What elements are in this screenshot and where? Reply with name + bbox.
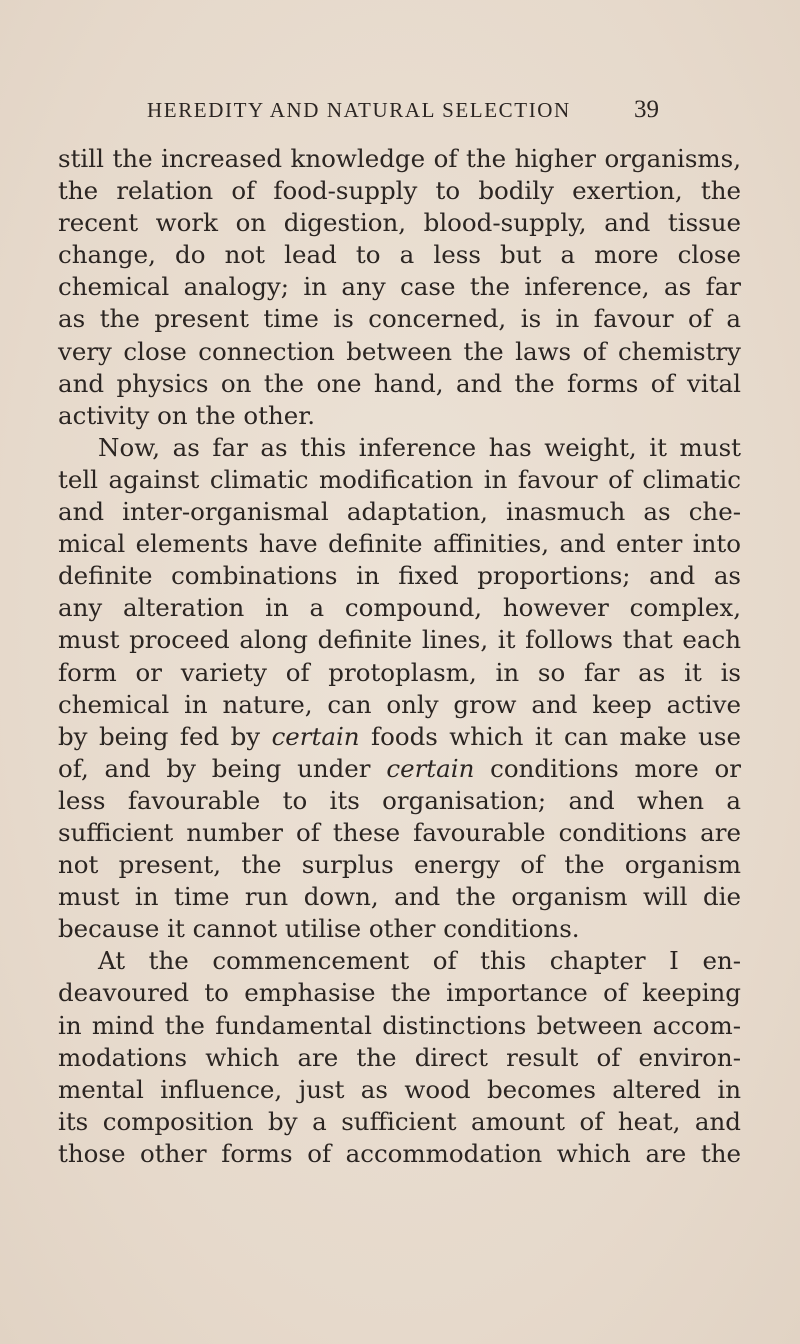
text-line: in mind the fundamental distinctions between accom-: [58, 1010, 741, 1040]
text-line: any alteration in a compound, however complex,: [58, 593, 741, 623]
text-line: very close connection between the laws of chemistry: [58, 336, 741, 366]
paragraph-start-line: At the commencement of this chapter I en-: [98, 946, 741, 976]
text-line: still the increased knowledge of the higher organisms,: [58, 144, 741, 173]
text-line: and physics on the one hand, and the forms of vital: [58, 368, 741, 398]
text-line: must in time run down, and the organism will die: [58, 882, 741, 912]
text-line: chemical in nature, can only grow and keep active: [58, 689, 741, 719]
body-text: [58, 143, 741, 1170]
text-line: deavoured to emphasise the importance of keeping: [58, 978, 741, 1008]
text-line: recent work on digestion, blood-supply, and tissue: [58, 208, 741, 238]
text-line: tell against climatic modification in favour of climatic: [58, 464, 741, 494]
text-line: and inter-organismal adaptation, inasmuch as che-: [58, 497, 741, 527]
paragraph-end-line: because it cannot utilise other conditions.: [58, 914, 580, 944]
text-line: those other forms of accommodation which are the: [58, 1138, 741, 1168]
text-line: not present, the surplus energy of the organism: [58, 850, 741, 880]
text-line: less favourable to its organisation; and when a: [58, 785, 741, 815]
page-number: 39: [634, 96, 659, 123]
running-title: HEREDITY AND NATURAL SELECTION: [147, 98, 571, 122]
text-line: form or variety of protoplasm, in so far as it is: [58, 657, 741, 687]
paragraph-end-line: activity on the other.: [58, 400, 316, 430]
running-head: [147, 98, 659, 134]
text-line: the relation of food-supply to bodily exertion, the: [58, 176, 741, 206]
text-line: sufficient number of these favourable conditions are: [58, 817, 741, 847]
text-line: chemical analogy; in any case the inference, as far: [58, 272, 741, 302]
text-line: as the present time is concerned, is in favour of a: [58, 304, 741, 334]
text-line: must proceed along definite lines, it follows that each: [58, 625, 741, 655]
text-line: mental influence, just as wood becomes altered in: [58, 1074, 741, 1104]
paragraph-start-line: Now, as far as this inference has weight, it must: [98, 432, 741, 462]
text-line: by being fed by certain foods which it can make use: [58, 721, 741, 751]
text-line: change, do not lead to a less but a more close: [58, 240, 741, 270]
text-line: definite combinations in fixed proportions; and as: [58, 561, 741, 591]
text-line: modations which are the direct result of environ-: [58, 1042, 741, 1072]
italic-emphasis: certain: [386, 753, 475, 783]
text-line: of, and by being under certain conditions more or: [58, 753, 741, 783]
text-line: mical elements have definite affinities, and enter into: [58, 529, 741, 559]
text-line: its composition by a sufficient amount of heat, and: [58, 1106, 741, 1136]
italic-emphasis: certain: [271, 721, 360, 751]
